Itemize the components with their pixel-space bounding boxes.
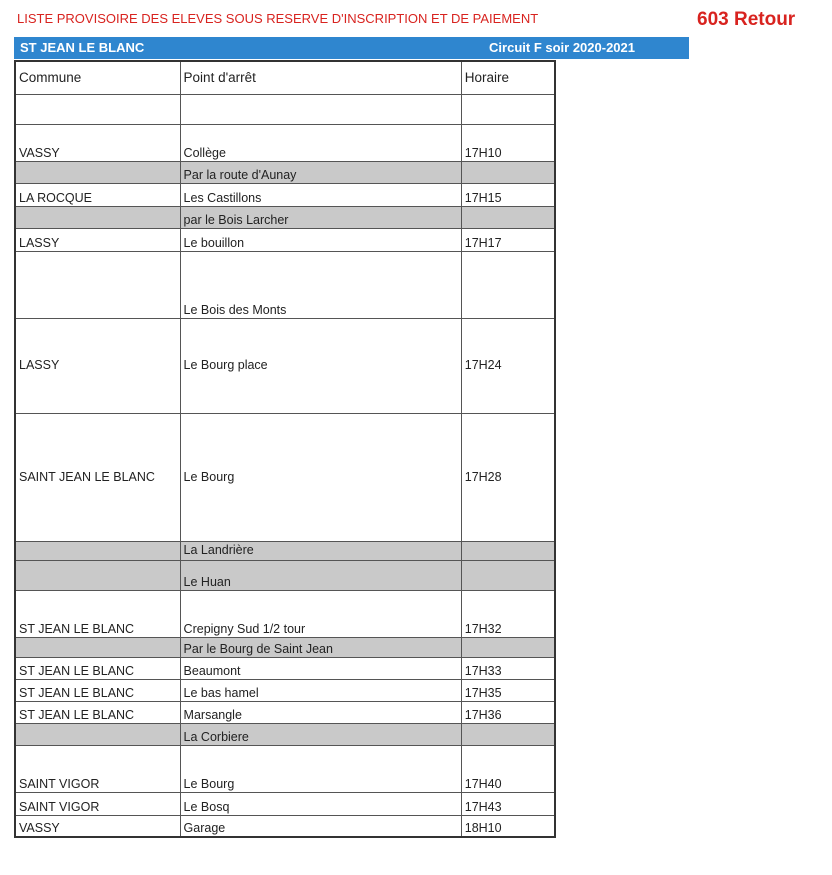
circuit-banner [14,37,689,59]
cell-time: 17H33 [461,657,555,679]
cell-time: 17H24 [461,318,555,413]
cell-stop: Le Bourg [180,413,461,541]
table-row [15,657,555,679]
table-row [15,637,555,657]
cell-time: 18H10 [461,815,555,837]
cell-commune: VASSY [15,815,180,837]
cell-time: 17H28 [461,413,555,541]
schedule-table [14,60,556,838]
table-row [15,560,555,590]
header-commune: Commune [15,61,180,94]
table-row [15,679,555,701]
cell-stop: Le Bois des Monts [180,251,461,318]
table-row [15,745,555,792]
cell-time [461,251,555,318]
cell-commune: LA ROCQUE [15,183,180,206]
cell-commune [15,637,180,657]
cell-commune [15,206,180,228]
circuit-label: Circuit F soir 2020-2021 [489,40,635,55]
table-row [15,318,555,413]
cell-commune [15,723,180,745]
cell-time: 17H40 [461,745,555,792]
cell-stop: par le Bois Larcher [180,206,461,228]
cell-commune: ST JEAN LE BLANC [15,679,180,701]
table-header-row [15,61,555,94]
cell-stop: Crepigny Sud 1/2 tour [180,590,461,637]
cell-stop: Les Castillons [180,183,461,206]
table-row [15,161,555,183]
cell-commune: LASSY [15,318,180,413]
table-row [15,792,555,815]
cell-stop: Garage [180,815,461,837]
cell-commune [15,541,180,560]
cell-commune [15,161,180,183]
table-row [15,815,555,837]
cell-stop: Le Bourg [180,745,461,792]
cell-commune: SAINT JEAN LE BLANC [15,413,180,541]
cell-commune [15,560,180,590]
cell-time: 17H35 [461,679,555,701]
table-row [15,723,555,745]
table-row [15,701,555,723]
cell-stop: La Landrière [180,541,461,560]
cell-time [461,637,555,657]
table-row [15,228,555,251]
cell-commune: LASSY [15,228,180,251]
cell-commune: ST JEAN LE BLANC [15,701,180,723]
cell-commune: SAINT VIGOR [15,792,180,815]
table-row [15,124,555,161]
cell-stop: La Corbiere [180,723,461,745]
header-time: Horaire [461,61,555,94]
cell-time: 17H32 [461,590,555,637]
cell-commune [15,94,180,124]
cell-time [461,161,555,183]
cell-stop: Collège [180,124,461,161]
cell-commune: SAINT VIGOR [15,745,180,792]
table-row [15,413,555,541]
cell-time [461,560,555,590]
cell-time: 17H15 [461,183,555,206]
cell-stop: Le bas hamel [180,679,461,701]
cell-time [461,94,555,124]
cell-stop: Par le Bourg de Saint Jean [180,637,461,657]
cell-stop: Marsangle [180,701,461,723]
cell-stop: Le Bosq [180,792,461,815]
cell-commune: ST JEAN LE BLANC [15,590,180,637]
document-title: LISTE PROVISOIRE DES ELEVES SOUS RESERVE D'INSCRIPTION ET DE PAIEMENT [17,11,539,26]
cell-time: 17H10 [461,124,555,161]
cell-stop: Le Bourg place [180,318,461,413]
cell-stop: Beaumont [180,657,461,679]
cell-stop: Par la route d'Aunay [180,161,461,183]
header-stop: Point d'arrêt [180,61,461,94]
table-row [15,206,555,228]
school-name: ST JEAN LE BLANC [20,40,145,55]
cell-time: 17H36 [461,701,555,723]
table-row [15,541,555,560]
cell-commune [15,251,180,318]
table-row [15,94,555,124]
table-row [15,251,555,318]
table-row [15,590,555,637]
cell-stop [180,94,461,124]
cell-time: 17H43 [461,792,555,815]
cell-stop: Le Huan [180,560,461,590]
route-reference: 603 Retour [697,9,796,30]
cell-time: 17H17 [461,228,555,251]
cell-time [461,723,555,745]
cell-time [461,206,555,228]
table-row [15,183,555,206]
cell-time [461,541,555,560]
cell-commune: ST JEAN LE BLANC [15,657,180,679]
cell-stop: Le bouillon [180,228,461,251]
cell-commune: VASSY [15,124,180,161]
